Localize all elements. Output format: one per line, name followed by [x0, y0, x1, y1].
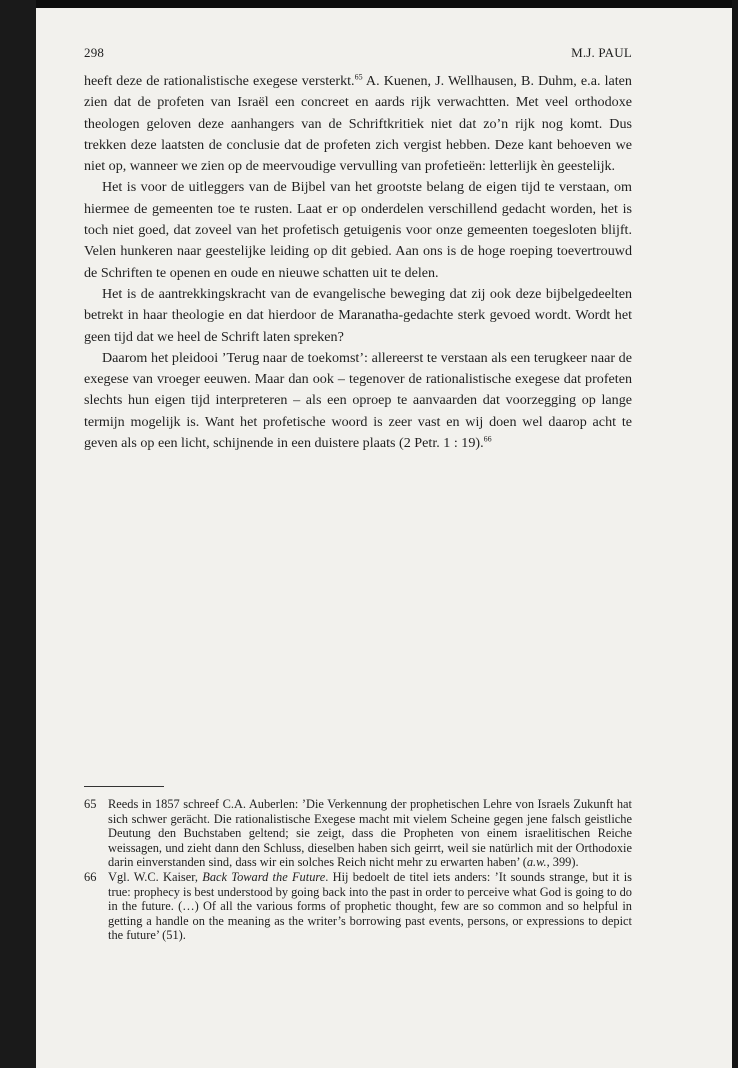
page-number: 298	[84, 45, 105, 60]
scan-edge-top	[0, 0, 738, 8]
footnote-text: Reeds in 1857 schreef C.A. Auberlen: ’Die Verkennung der prophetischen Lehre von Israels Zukunft hat sich schwer gerächt. Die rationalistische Exegese macht mit vielem Scheine gegen jene falsch geistliche Deutung den Buchstaben geltend; sie zeigt, dass die Propheten von einem israelitischen Reiche weissagen, und zieht dann den Schluss, dieselben haben sich geirrt, weil sie natürlich mit der Orthodoxie darin einverstanden sind, dass wir ein solches Reich nicht mehr zu erwarten haben’ (a.w., 399).	[108, 797, 632, 870]
paragraph: heeft deze de rationalistische exegese versterkt.$^{65}$ A. Kuenen, J. Wellhausen, B. Duhm, e.a. laten zien dat de profeten van Israël een concreet en aards rijk verwachtten. Met veel orthodoxe theologen geloven deze aanhangers van de Schriftkritiek niet dat zo’n rijk nog komt. Dus trekken deze laatsten de conclusie dat de profeten zich vergist hebben. Deze kant behoeven we niet op, wanneer we zien op de meervoudige vervulling van profetieën: letterlijk èn geestelijk.	[84, 72, 632, 175]
footnote-divider	[84, 786, 164, 787]
paragraph: Het is voor de uitleggers van de Bijbel van het grootste belang de eigen tijd te verstaan, om hiermee de gemeenten toe te rusten. Laat er op onderdelen verschillend gedacht worden, het is toch niet goed, dat zoveel van het profetisch getuigenis voor onze gemeenten toegesloten blijft. Velen hunkeren naar geestelijke leiding op dit gebied. Aan ons is de hoge roeping toevertrouwd de Schriften te openen en oude en nieuwe schatten uit te delen.	[84, 179, 632, 281]
paragraph: Daarom het pleidooi ’Terug naar de toekomst’: allereerst te verstaan als een terugkeer naar de exegese van vroeger eeuwen. Maar dan ook – tegenover de rationalistische exegese dat profeten slechts hun eigen tijd interpreteren – als een oproep te aanvaarden dat voorzegging op lange termijn mogelijk is. Want het profetische woord is zeer vast en wij doen wel daarop acht te geven als op een licht, schijnende in een duistere plaats (2 Petr. 1 : 19).$^{66}$	[84, 349, 632, 452]
footnote	[84, 870, 632, 943]
footnote-ref[interactable]: 66	[483, 434, 492, 444]
main-text	[84, 71, 632, 454]
scan-edge-left	[0, 0, 36, 1068]
footnote-text: Vgl. W.C. Kaiser, Back Toward the Future. Hij bedoelt de titel iets anders: ’It sounds strange, but it is true: prophecy is best understood by going back into the past in order to perceive what God is going to do in the future. (…) Of all the various forms of prophetic thought, few are so common and so helpful in getting a handle on the meaning as the writer’s borrowing past events, persons, or expressions to depict the future’ (51).	[108, 869, 632, 943]
running-head: M.J. PAUL	[571, 45, 632, 60]
page-header	[84, 45, 632, 61]
footnotes	[84, 797, 632, 943]
paragraph: Het is de aantrekkingskracht van de evangelische beweging dat zij ook deze bijbelgedeelten betrekt in haar theologie en dat hierdoor de Maranatha-gedachte sterk gevoed wordt. Wordt het geen tijd dat we heel de Schrift laten spreken?	[84, 285, 632, 345]
scan-edge-right	[732, 0, 738, 1068]
footnote-ref[interactable]: 65	[354, 72, 363, 82]
footnote-number: 65	[84, 797, 97, 811]
footnote	[84, 797, 632, 870]
footnote-number: 66	[84, 869, 97, 884]
